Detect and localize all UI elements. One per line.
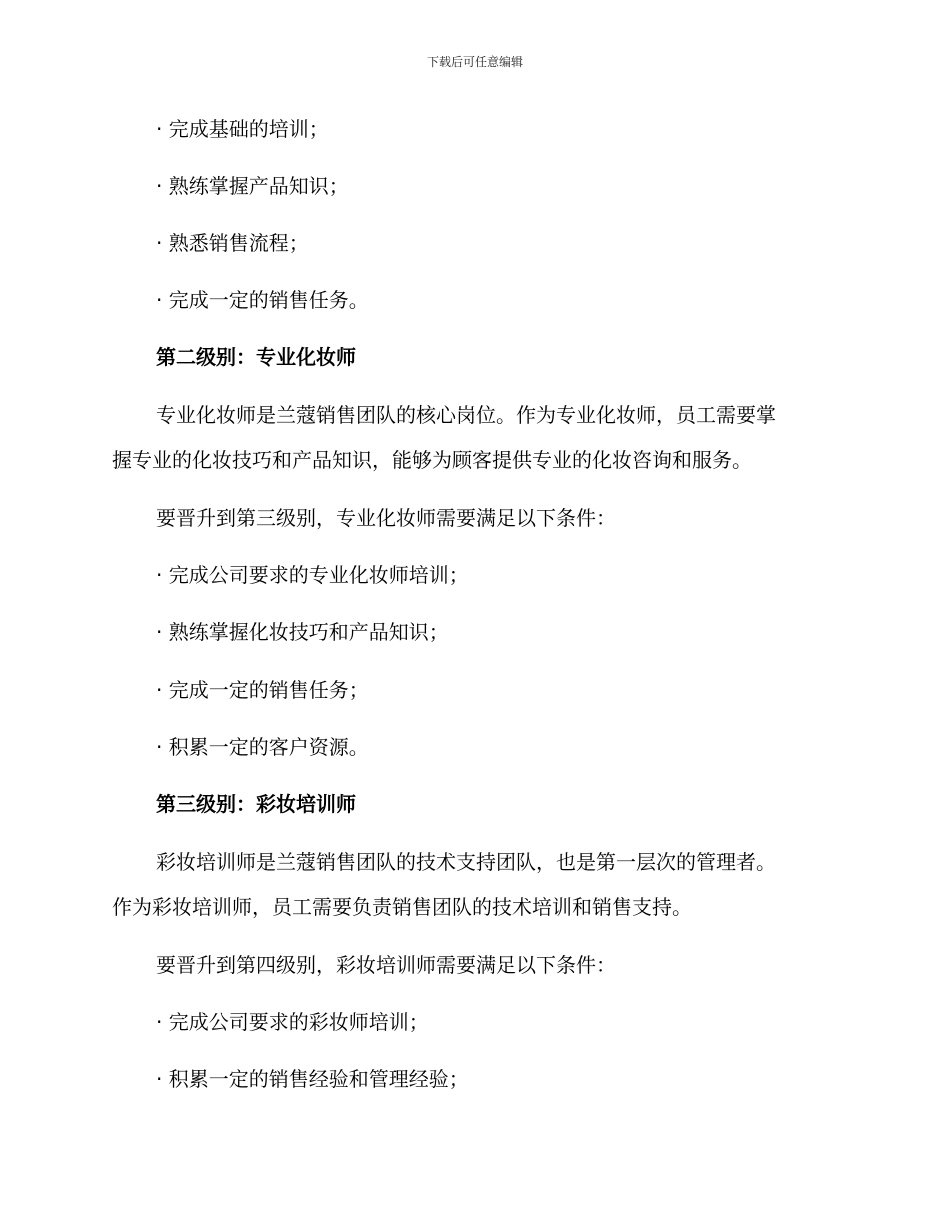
section-heading-level-3: 第三级别：彩妆培训师 <box>156 792 356 816</box>
list-item: · 熟练掌握产品知识； <box>156 174 349 198</box>
section-heading-level-2: 第二级别：专业化妆师 <box>156 345 356 369</box>
list-item: · 熟练掌握化妆技巧和产品知识； <box>156 620 449 644</box>
list-item: · 完成公司要求的彩妆师培训； <box>156 1010 429 1034</box>
list-item: · 完成基础的培训； <box>156 117 329 141</box>
paragraph-line: 握专业的化妆技巧和产品知识，能够为顾客提供专业的化妆咨询和服务。 <box>112 448 752 472</box>
list-item: · 完成公司要求的专业化妆师培训； <box>156 563 469 587</box>
requirement-intro: 要晋升到第三级别，专业化妆师需要满足以下条件： <box>156 506 616 530</box>
requirement-intro: 要晋升到第四级别，彩妆培训师需要满足以下条件： <box>156 953 616 977</box>
list-item: · 完成一定的销售任务。 <box>156 288 369 312</box>
page-header: 下载后可任意编辑 <box>426 55 523 69</box>
list-item: · 积累一定的销售经验和管理经验； <box>156 1067 469 1091</box>
list-item: · 积累一定的客户资源。 <box>156 735 369 759</box>
list-item: · 熟悉销售流程； <box>156 231 309 255</box>
paragraph-line: 作为彩妆培训师，员工需要负责销售团队的技术培训和销售支持。 <box>112 895 692 919</box>
paragraph-line: 彩妆培训师是兰蔻销售团队的技术支持团队，也是第一层次的管理者。 <box>156 850 776 874</box>
list-item: · 完成一定的销售任务； <box>156 678 369 702</box>
paragraph-line: 专业化妆师是兰蔻销售团队的核心岗位。作为专业化妆师，员工需要掌 <box>156 403 776 427</box>
